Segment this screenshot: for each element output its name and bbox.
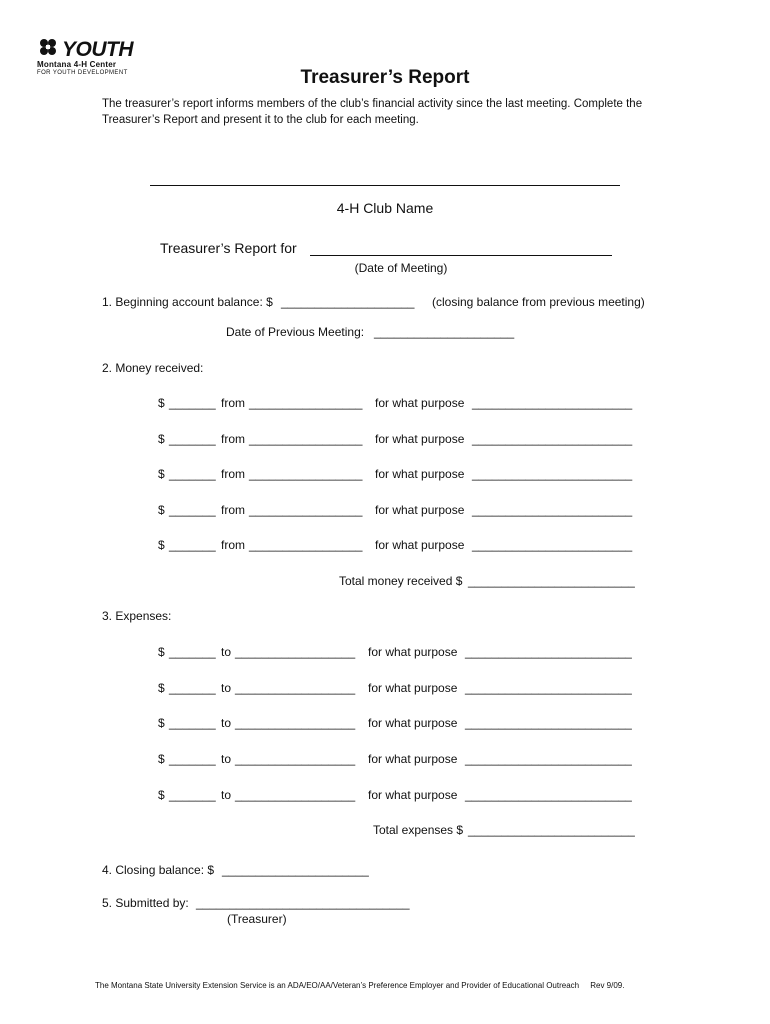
total-received-field[interactable]: _________________________ (468, 574, 635, 588)
amount-field[interactable]: _______ (169, 752, 216, 766)
purpose-label: for what purpose (375, 503, 465, 517)
purpose-field[interactable]: ________________________ (472, 538, 633, 552)
purpose-label: for what purpose (368, 788, 458, 802)
club-name-field[interactable] (150, 185, 620, 186)
date-of-meeting-caption: (Date of Meeting) (354, 261, 448, 275)
money-received-row (0, 538, 770, 554)
source-field[interactable]: _________________ (249, 503, 363, 517)
from-label: from (221, 467, 245, 481)
currency-sign: $ (158, 716, 165, 730)
logo-tagline: FOR YOUTH DEVELOPMENT (37, 70, 128, 76)
payee-field[interactable]: __________________ (235, 716, 356, 730)
from-label: from (221, 396, 245, 410)
amount-field[interactable]: _______ (169, 432, 216, 446)
expenses-label: 3. Expenses: (102, 609, 172, 623)
to-label: to (221, 645, 232, 659)
currency-sign: $ (158, 538, 165, 552)
footer-disclaimer: The Montana State University Extension Service is an ADA/EO/AA/Veteran’s Preference Employer and Provider of Educational Outreach Rev 9/09. (95, 981, 625, 990)
amount-field[interactable]: _______ (169, 538, 216, 552)
amount-field[interactable]: _______ (169, 645, 216, 659)
expense-row (0, 752, 770, 768)
money-received-label: 2. Money received: (102, 361, 204, 375)
club-name-label: 4-H Club Name (336, 200, 434, 216)
source-field[interactable]: _________________ (249, 538, 363, 552)
intro-text: The treasurer’s report informs members of the club’s financial activity since the last meeting. Complete the Treasurer’s Report and present it to the club for each meeting. (102, 98, 643, 126)
currency-sign: $ (158, 752, 165, 766)
purpose-label: for what purpose (375, 432, 465, 446)
money-received-row (0, 467, 770, 483)
previous-meeting-field[interactable]: _____________________ (374, 325, 515, 339)
purpose-label: for what purpose (375, 396, 465, 410)
purpose-field[interactable]: ________________________ (472, 503, 633, 517)
payee-field[interactable]: __________________ (235, 752, 356, 766)
expense-row (0, 716, 770, 732)
payee-field[interactable]: __________________ (235, 788, 356, 802)
treasurer-caption: (Treasurer) (227, 912, 287, 926)
previous-meeting-label: Date of Previous Meeting: (226, 325, 365, 339)
beginning-balance-field[interactable]: ____________________ (281, 295, 415, 309)
expense-row (0, 788, 770, 804)
source-field[interactable]: _________________ (249, 467, 363, 481)
purpose-field[interactable]: _________________________ (465, 788, 632, 802)
beginning-balance-note: (closing balance from previous meeting) (432, 295, 645, 309)
amount-field[interactable]: _______ (169, 716, 216, 730)
total-expenses-label: Total expenses $ (373, 823, 464, 837)
submitted-by-label: 5. Submitted by: (102, 896, 189, 910)
amount-field[interactable]: _______ (169, 788, 216, 802)
closing-balance-field[interactable]: ______________________ (222, 863, 369, 877)
purpose-label: for what purpose (368, 752, 458, 766)
purpose-label: for what purpose (375, 467, 465, 481)
from-label: from (221, 503, 245, 517)
purpose-field[interactable]: ________________________ (472, 396, 633, 410)
purpose-label: for what purpose (368, 645, 458, 659)
amount-field[interactable]: _______ (169, 396, 216, 410)
amount-field[interactable]: _______ (169, 467, 216, 481)
source-field[interactable]: _________________ (249, 432, 363, 446)
purpose-label: for what purpose (368, 681, 458, 695)
closing-balance-label: 4. Closing balance: $ (102, 863, 215, 877)
currency-sign: $ (158, 503, 165, 517)
purpose-field[interactable]: ________________________ (472, 432, 633, 446)
submitted-by-field[interactable]: ________________________________ (196, 896, 410, 910)
total-expenses-field[interactable]: _________________________ (468, 823, 635, 837)
purpose-field[interactable]: _________________________ (465, 681, 632, 695)
source-field[interactable]: _________________ (249, 396, 363, 410)
currency-sign: $ (158, 467, 165, 481)
logo-brand: YOUTH (62, 38, 133, 61)
amount-field[interactable]: _______ (169, 681, 216, 695)
currency-sign: $ (158, 396, 165, 410)
currency-sign: $ (158, 788, 165, 802)
purpose-label: for what purpose (368, 716, 458, 730)
to-label: to (221, 716, 232, 730)
money-received-row (0, 432, 770, 448)
amount-field[interactable]: _______ (169, 503, 216, 517)
from-label: from (221, 432, 245, 446)
purpose-field[interactable]: _________________________ (465, 645, 632, 659)
payee-field[interactable]: __________________ (235, 681, 356, 695)
money-received-row (0, 396, 770, 412)
to-label: to (221, 681, 232, 695)
to-label: to (221, 788, 232, 802)
beginning-balance-label: 1. Beginning account balance: $ (102, 295, 273, 309)
report-for-label: Treasurer’s Report for (160, 240, 297, 256)
logo-org-name: Montana 4-H Center (37, 60, 117, 69)
money-received-row (0, 503, 770, 519)
purpose-label: for what purpose (375, 538, 465, 552)
page-title: Treasurer’s Report (300, 67, 470, 88)
payee-field[interactable]: __________________ (235, 645, 356, 659)
purpose-field[interactable]: _________________________ (465, 716, 632, 730)
expense-row (0, 681, 770, 697)
currency-sign: $ (158, 681, 165, 695)
total-received-label: Total money received $ (339, 574, 463, 588)
meeting-date-field[interactable] (310, 255, 612, 256)
currency-sign: $ (158, 432, 165, 446)
to-label: to (221, 752, 232, 766)
from-label: from (221, 538, 245, 552)
purpose-field[interactable]: ________________________ (472, 467, 633, 481)
purpose-field[interactable]: _________________________ (465, 752, 632, 766)
currency-sign: $ (158, 645, 165, 659)
expense-row (0, 645, 770, 661)
